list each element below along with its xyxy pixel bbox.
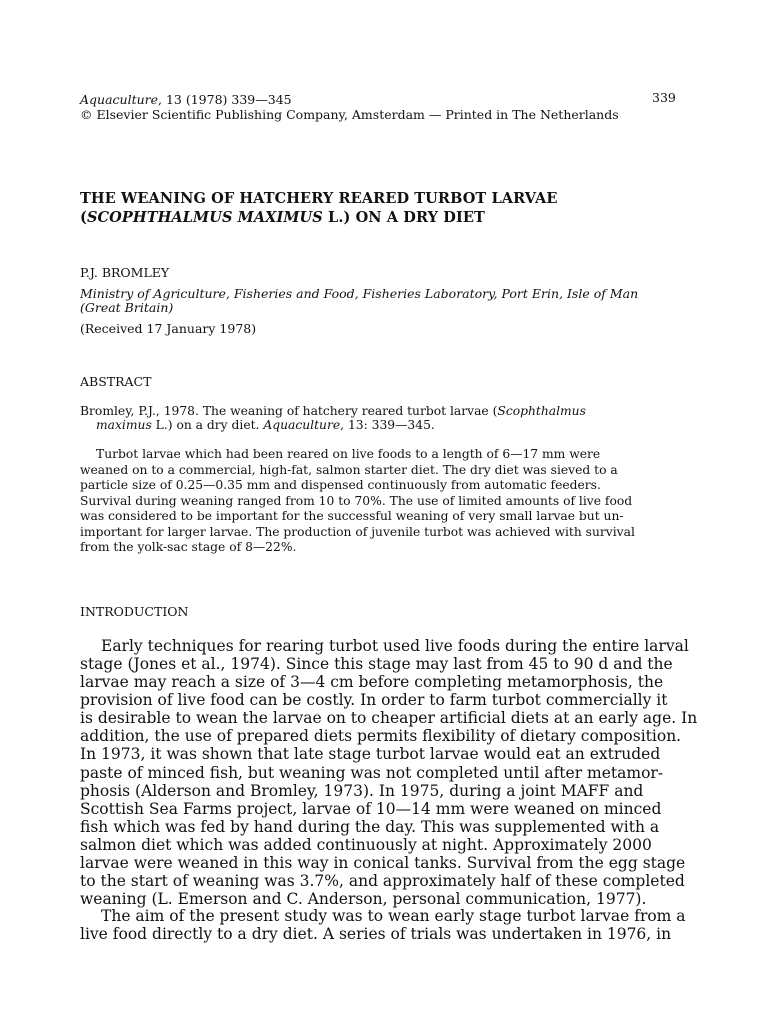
article-title-line-1: THE WEANING OF HATCHERY REARED TURBOT LARVAE	[80, 190, 558, 207]
title-species-name: SCOPHTHALMUS MAXIMUS	[86, 209, 323, 226]
introduction-line: is desirable to wean the larvae on to cheaper artificial diets at an early age. In	[80, 709, 698, 727]
introduction-line: The aim of the present study was to wean early stage turbot larvae from a	[101, 907, 686, 925]
journal-reference: , 13 (1978) 339—345	[158, 92, 292, 107]
introduction-line: provision of live food can be costly. In order to farm turbot commercially it	[80, 691, 668, 709]
introduction-line: Early techniques for rearing turbot used live foods during the entire larval	[101, 637, 689, 655]
journal-name: Aquaculture	[80, 92, 159, 107]
article-title-line-2	[80, 209, 485, 226]
introduction-line: addition, the use of prepared diets permits flexibility of dietary composition.	[80, 727, 682, 745]
abstract-line: weaned on to a commercial, high-fat, salmon starter diet. The dry diet was sieved to a	[80, 463, 618, 477]
affiliation-line-2: (Great Britain)	[80, 300, 174, 315]
abstract-citation-line-1	[80, 404, 586, 418]
introduction-line: larvae were weaned in this way in conical tanks. Survival from the egg stage	[80, 854, 686, 872]
received-date: (Received 17 January 1978)	[80, 321, 257, 336]
introduction-line: to the start of weaning was 3.7%, and approximately half of these completed	[80, 872, 685, 890]
introduction-line: phosis (Alderson and Bromley, 1973). In 1975, during a joint MAFF and	[80, 782, 644, 800]
introduction-line: larvae may reach a size of 3—4 cm before completing metamorphosis, the	[80, 673, 664, 691]
introduction-line: live food directly to a dry diet. A series of trials was undertaken in 1976, in	[80, 925, 672, 943]
abstract-citation-line-2	[96, 418, 435, 432]
abstract-line: Survival during weaning ranged from 10 to 70%. The use of limited amounts of live food	[80, 494, 633, 508]
citation-text-2: L.) on a dry diet.	[151, 418, 264, 432]
introduction-line: In 1973, it was shown that late stage turbot larvae would eat an extruded	[80, 745, 661, 763]
abstract-line: important for larger larvae. The production of juvenile turbot was achieved with survival	[80, 525, 635, 539]
journal-citation	[80, 92, 292, 107]
citation-text: Bromley, P.J., 1978. The weaning of hatchery reared turbot larvae (	[80, 404, 498, 418]
abstract-line: was considered to be important for the successful weaning of very small larvae but un-	[80, 509, 624, 523]
citation-species-genus: Scophthalmus	[497, 404, 586, 418]
publisher-line: © Elsevier Scientific Publishing Company, Amsterdam — Printed in The Netherlands	[80, 107, 619, 122]
affiliation-line-1: Ministry of Agriculture, Fisheries and Food, Fisheries Laboratory, Port Erin, Isle of Man	[80, 286, 639, 301]
citation-reference: , 13: 339—345.	[340, 418, 435, 432]
abstract-line: Turbot larvae which had been reared on live foods to a length of 6—17 mm were	[96, 447, 601, 461]
page-number: 339	[652, 90, 676, 105]
introduction-line: paste of minced fish, but weaning was not completed until after metamor-	[80, 764, 664, 782]
introduction-line: Scottish Sea Farms project, larvae of 10—14 mm were weaned on minced	[80, 800, 662, 818]
title-open-paren: (	[80, 209, 87, 226]
citation-journal: Aquaculture	[263, 418, 341, 432]
introduction-line: stage (Jones et al., 1974). Since this stage may last from 45 to 90 d and the	[80, 655, 673, 673]
title-rest: L.) ON A DRY DIET	[322, 209, 485, 226]
citation-species-epithet: maximus	[96, 418, 152, 432]
author-name: P.J. BROMLEY	[80, 265, 170, 280]
introduction-heading: INTRODUCTION	[80, 604, 189, 619]
abstract-heading: ABSTRACT	[80, 374, 152, 389]
abstract-line: particle size of 0.25—0.35 mm and dispensed continuously from automatic feeders.	[80, 478, 601, 492]
introduction-line: salmon diet which was added continuously at night. Approximately 2000	[80, 836, 652, 854]
introduction-line: fish which was fed by hand during the day. This was supplemented with a	[80, 818, 660, 836]
abstract-line: from the yolk-sac stage of 8—22%.	[80, 540, 297, 554]
introduction-line: weaning (L. Emerson and C. Anderson, personal communication, 1977).	[80, 890, 647, 908]
